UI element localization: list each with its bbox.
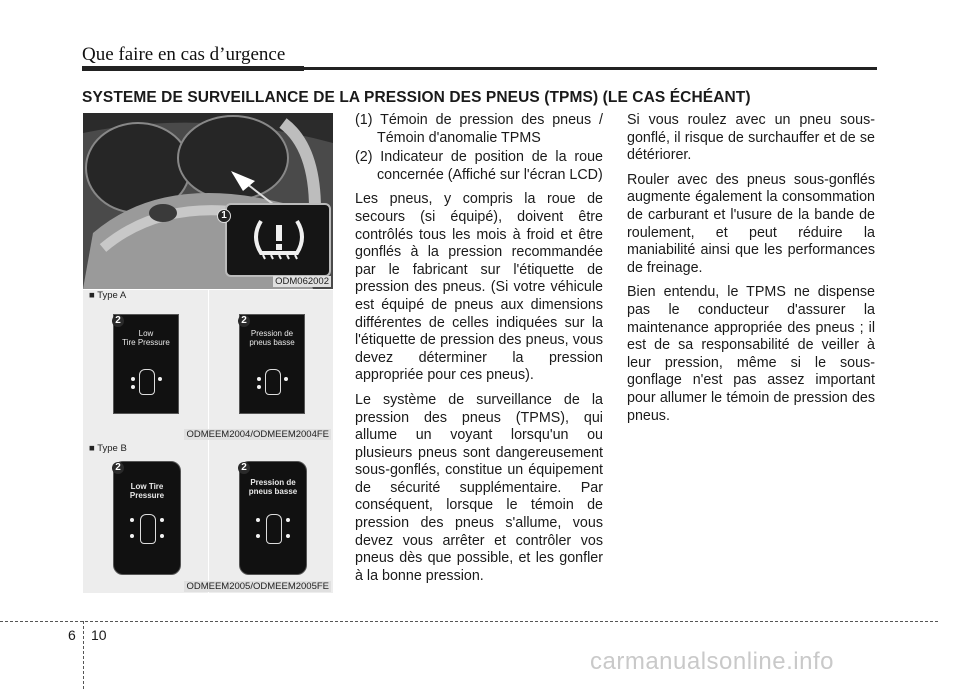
type-a-label: ■ Type A: [89, 290, 127, 301]
callout-badge-1: 1: [217, 209, 231, 223]
lcd-screen-french: [239, 461, 307, 575]
paragraph: Le système de surveillance de la pression des pneus (TPMS), qui allume un voyant lorsqu'un ou plusieurs pneus sont dangereusement sous-gonflés, constitue un équipement de sécurité supplémentaire. Par conséquent, lorsque le témoin de pression des pneus s'allume, vous devez vous arrêter et contrôler vos pneus dès que possible, et les gonfler à la bonne pression.: [355, 391, 603, 584]
paragraph: Rouler avec des pneus sous-gonflés augmente également la consommation de carburant et l'usure de la bande de roulement, et peut réduire la maniabilité ainsi que les performances de freinage.: [627, 171, 875, 276]
lcd-text: Low Tire Pressure: [122, 329, 170, 347]
car-icon: [265, 369, 281, 395]
legend-item-2: (2) Indicateur de position de la roue concernée (Affiché sur l'écran LCD): [355, 149, 603, 183]
figure-code: ODMEEM2005/ODMEEM2005FE: [186, 581, 329, 592]
wheel-indicator: [257, 377, 261, 381]
header-rule: [82, 67, 877, 70]
car-icon: [140, 514, 156, 544]
tpms-warning-panel: [225, 203, 331, 277]
wheel-indicator: [284, 377, 288, 381]
car-icon: [139, 369, 155, 395]
wheel-indicator: [286, 534, 290, 538]
paragraph: Si vous roulez avec un pneu sous-gonflé, il risque de surchauffer et de se détériorer.: [627, 112, 875, 164]
wheel-indicator: [158, 377, 162, 381]
text-column-middle: [355, 112, 603, 592]
wheel-indicator: [130, 534, 134, 538]
callout-badge-2: 2: [112, 462, 124, 474]
divider: [208, 441, 209, 593]
figure-code: ODM062002: [275, 276, 329, 287]
section-header: Que faire en cas d’urgence: [82, 44, 286, 65]
page-number: 10: [91, 627, 107, 643]
section-number: 6: [68, 627, 76, 643]
wheel-indicator: [130, 518, 134, 522]
footer-vertical-divider: [83, 621, 84, 689]
wheel-indicator: [160, 534, 164, 538]
lcd-text: Pression de pneus basse: [248, 478, 298, 496]
dashboard-figure: [83, 113, 333, 289]
wheel-indicator: [160, 518, 164, 522]
legend-item-1: (1) Témoin de pression des pneus / Témoin d'anomalie TPMS: [355, 112, 603, 146]
wheel-indicator: [256, 518, 260, 522]
divider: [208, 290, 209, 441]
tpms-warning-icon: [249, 215, 309, 261]
wheel-indicator: [131, 377, 135, 381]
lcd-screen-french: [239, 314, 305, 414]
lcd-screen-english: [113, 314, 179, 414]
watermark: carmanualsonline.info: [590, 648, 834, 675]
wheel-indicator: [256, 534, 260, 538]
lcd-screen-english: [113, 461, 181, 575]
paragraph: Les pneus, y compris la roue de secours (si équipé), doivent être contrôlés tous les mois à froid et être gonflés à la pression recommandée par le fabricant sur l'étiquette de pression des pneus. (Si votre véhicule est équipé de pneus aux dimensions différentes de celles indiquées sur la l'étiquette de pression des pneus, vous devez déterminer la pression appropriée pour ces pneus).: [355, 191, 603, 384]
page-heading: SYSTEME DE SURVEILLANCE DE LA PRESSION DES PNEUS (TPMS) (LE CAS ÉCHÉANT): [82, 89, 751, 106]
callout-badge-2: 2: [112, 315, 124, 327]
footer-divider: [0, 621, 938, 622]
lcd-text: Low Tire Pressure: [129, 482, 165, 500]
text-column-right: [627, 112, 875, 432]
lcd-text: Pression de pneus basse: [249, 329, 295, 347]
car-icon: [266, 514, 282, 544]
figure-code: ODMEEM2004/ODMEEM2004FE: [186, 429, 329, 440]
type-b-figure: [83, 441, 333, 593]
type-a-figure: [83, 290, 333, 441]
type-b-label: ■ Type B: [89, 443, 127, 454]
wheel-indicator: [131, 385, 135, 389]
wheel-indicator: [257, 385, 261, 389]
callout-badge-2: 2: [238, 462, 250, 474]
paragraph: Bien entendu, le TPMS ne dispense pas le conducteur d'assurer la maintenance appropriée des pneus ; il est de sa responsabilité de veiller à leur pression, même si le sous-gonflage n'est pas assez important pour allumer le témoin de pression des pneus.: [627, 284, 875, 424]
wheel-indicator: [286, 518, 290, 522]
callout-badge-2: 2: [238, 315, 250, 327]
